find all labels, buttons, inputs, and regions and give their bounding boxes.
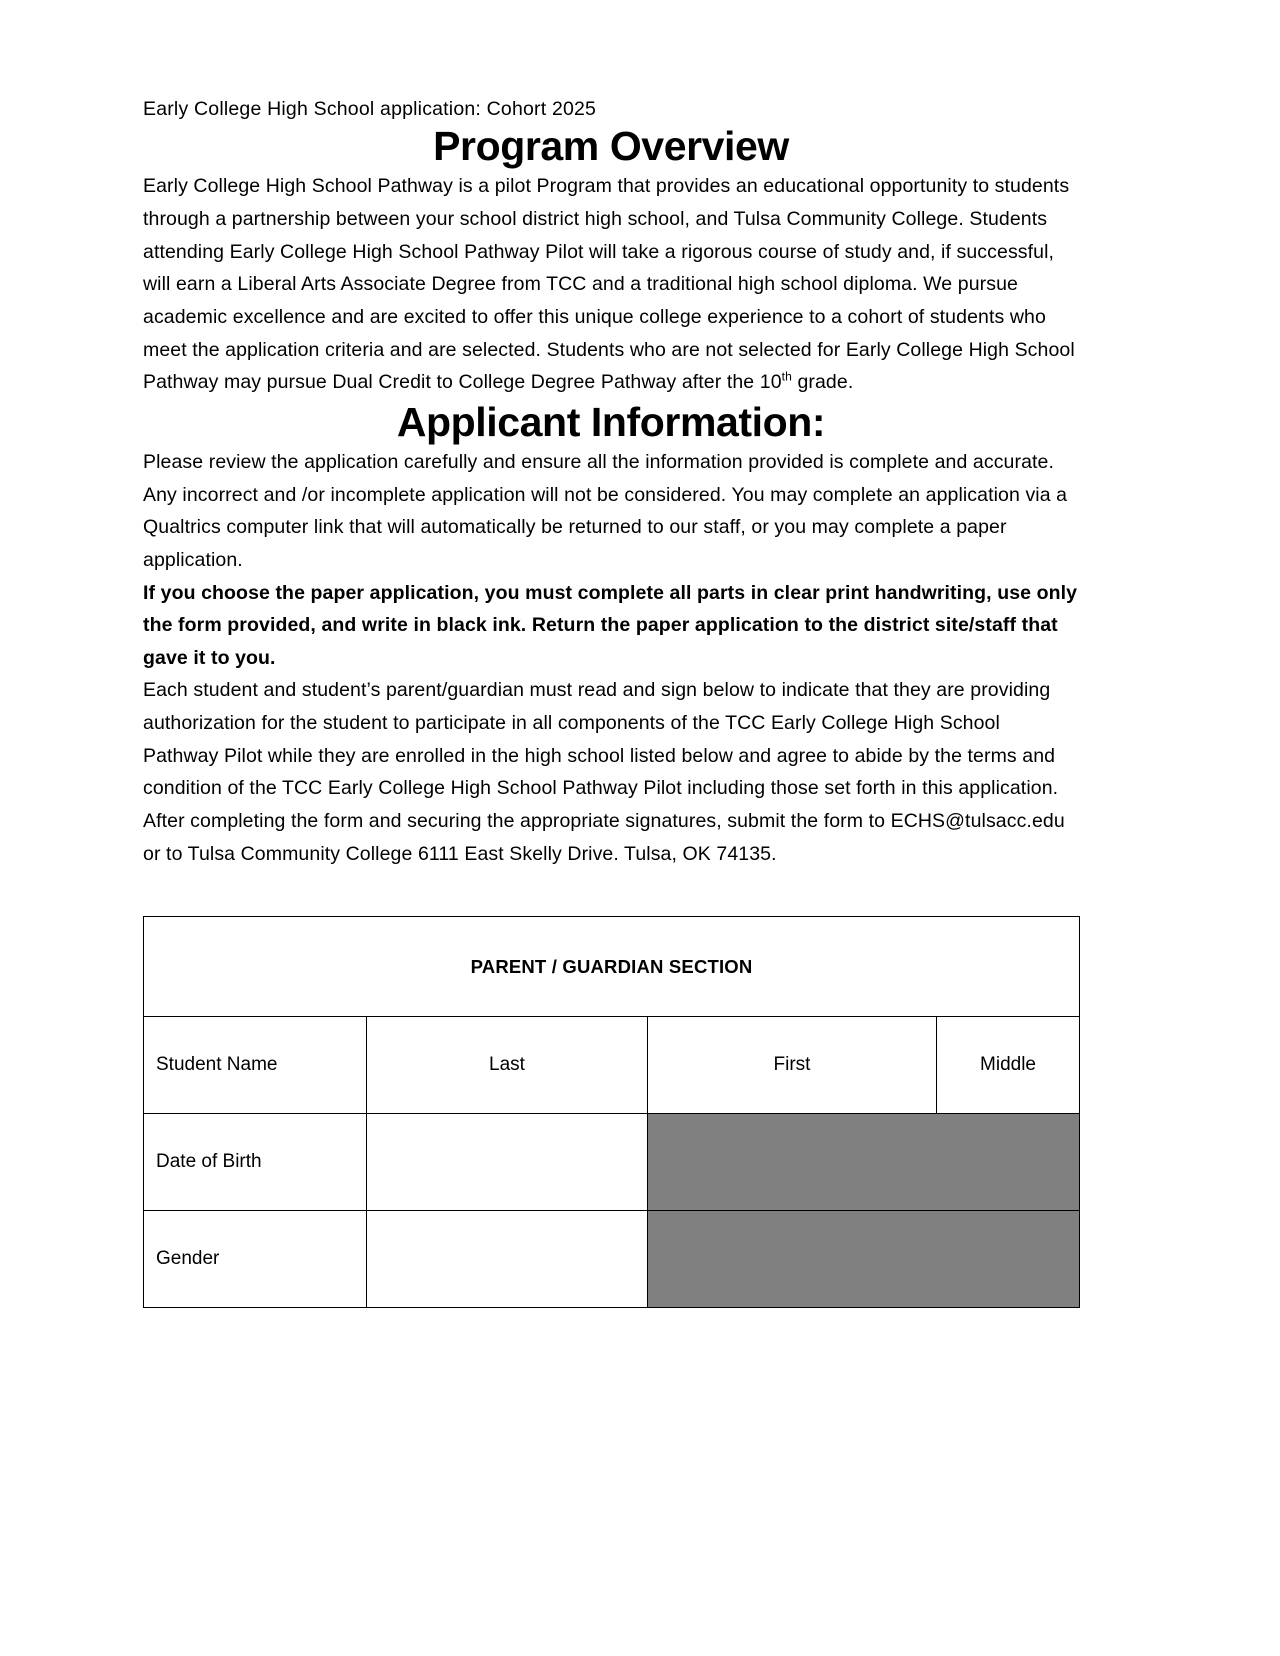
input-cell-date-of-birth[interactable] bbox=[367, 1114, 648, 1211]
paragraph-signature-authorization: Each student and student’s parent/guardian must read and sign below to indicate that they are providing authorization for the student to participate in all components of the TCC Early College High School Pathway Pilot while they are enrolled in the high school listed below and agree to abide by the terms and condition of the TCC Early College High School Pathway Pilot including those set forth in this application. After completing the form and securing the appropriate signatures, submit the form to ECHS@tulsacc.edu or to Tulsa Community College 6111 East Skelly Drive. Tulsa, OK 74135. bbox=[143, 679, 1065, 865]
blocked-cell-date-of-birth bbox=[648, 1114, 1080, 1211]
row-label-date-of-birth: Date of Birth bbox=[144, 1114, 367, 1211]
overview-text-part2: grade. bbox=[791, 371, 854, 394]
document-header-line: Early College High School application: Cohort 2025 bbox=[143, 98, 597, 120]
column-header-middle[interactable]: Middle bbox=[937, 1017, 1080, 1114]
table-row bbox=[144, 1114, 1080, 1211]
overview-text-part1: Early College High School Pathway is a pilot Program that provides an educational opportunity to students through a partnership between your school district high school, and Tulsa Community College. Students attending Early College High School Pathway Pilot will take a rigorous course of study and, if successful, will earn a Liberal Arts Associate Degree from TCC and a traditional high school diploma. We pursue academic excellence and are excited to offer this unique college experience to a cohort of students who meet the application criteria and are selected. Students who are not selected for Early College High School Pathway may pursue Dual Credit to College Degree Pathway after the 10 bbox=[143, 175, 1075, 394]
table-header-parent-guardian-section: PARENT / GUARDIAN SECTION bbox=[144, 917, 1080, 1017]
column-header-first[interactable]: First bbox=[648, 1017, 937, 1114]
row-label-student-name: Student Name bbox=[144, 1017, 367, 1114]
table-row bbox=[144, 1017, 1080, 1114]
paragraph-review-instructions: Please review the application carefully and ensure all the information provided is complete and accurate. Any incorrect and /or incomplete application will not be considered. You may complete an application via a Qualtrics computer link that will automatically be returned to our staff, or you may complete a paper application. bbox=[143, 450, 1068, 571]
blocked-cell-gender bbox=[648, 1211, 1080, 1308]
column-header-last[interactable]: Last bbox=[367, 1017, 648, 1114]
input-cell-gender[interactable] bbox=[367, 1211, 648, 1308]
document-content bbox=[143, 0, 1079, 1308]
row-label-gender: Gender bbox=[144, 1211, 367, 1308]
page-title-applicant-information: Applicant Information: bbox=[396, 398, 826, 445]
paragraph-paper-application-notice: If you choose the paper application, you must complete all parts in clear print handwriting, use only the form provided, and write in black ink. Return the paper application to the district site/staff that gave it to you. bbox=[143, 581, 1078, 669]
ordinal-suffix-superscript: th bbox=[781, 369, 792, 384]
parent-guardian-form-table bbox=[143, 916, 1080, 1308]
table-row bbox=[144, 1211, 1080, 1308]
table-row-header bbox=[144, 917, 1080, 1017]
page-title-program-overview: Program Overview bbox=[433, 123, 789, 170]
paragraph-program-overview bbox=[143, 170, 1079, 399]
